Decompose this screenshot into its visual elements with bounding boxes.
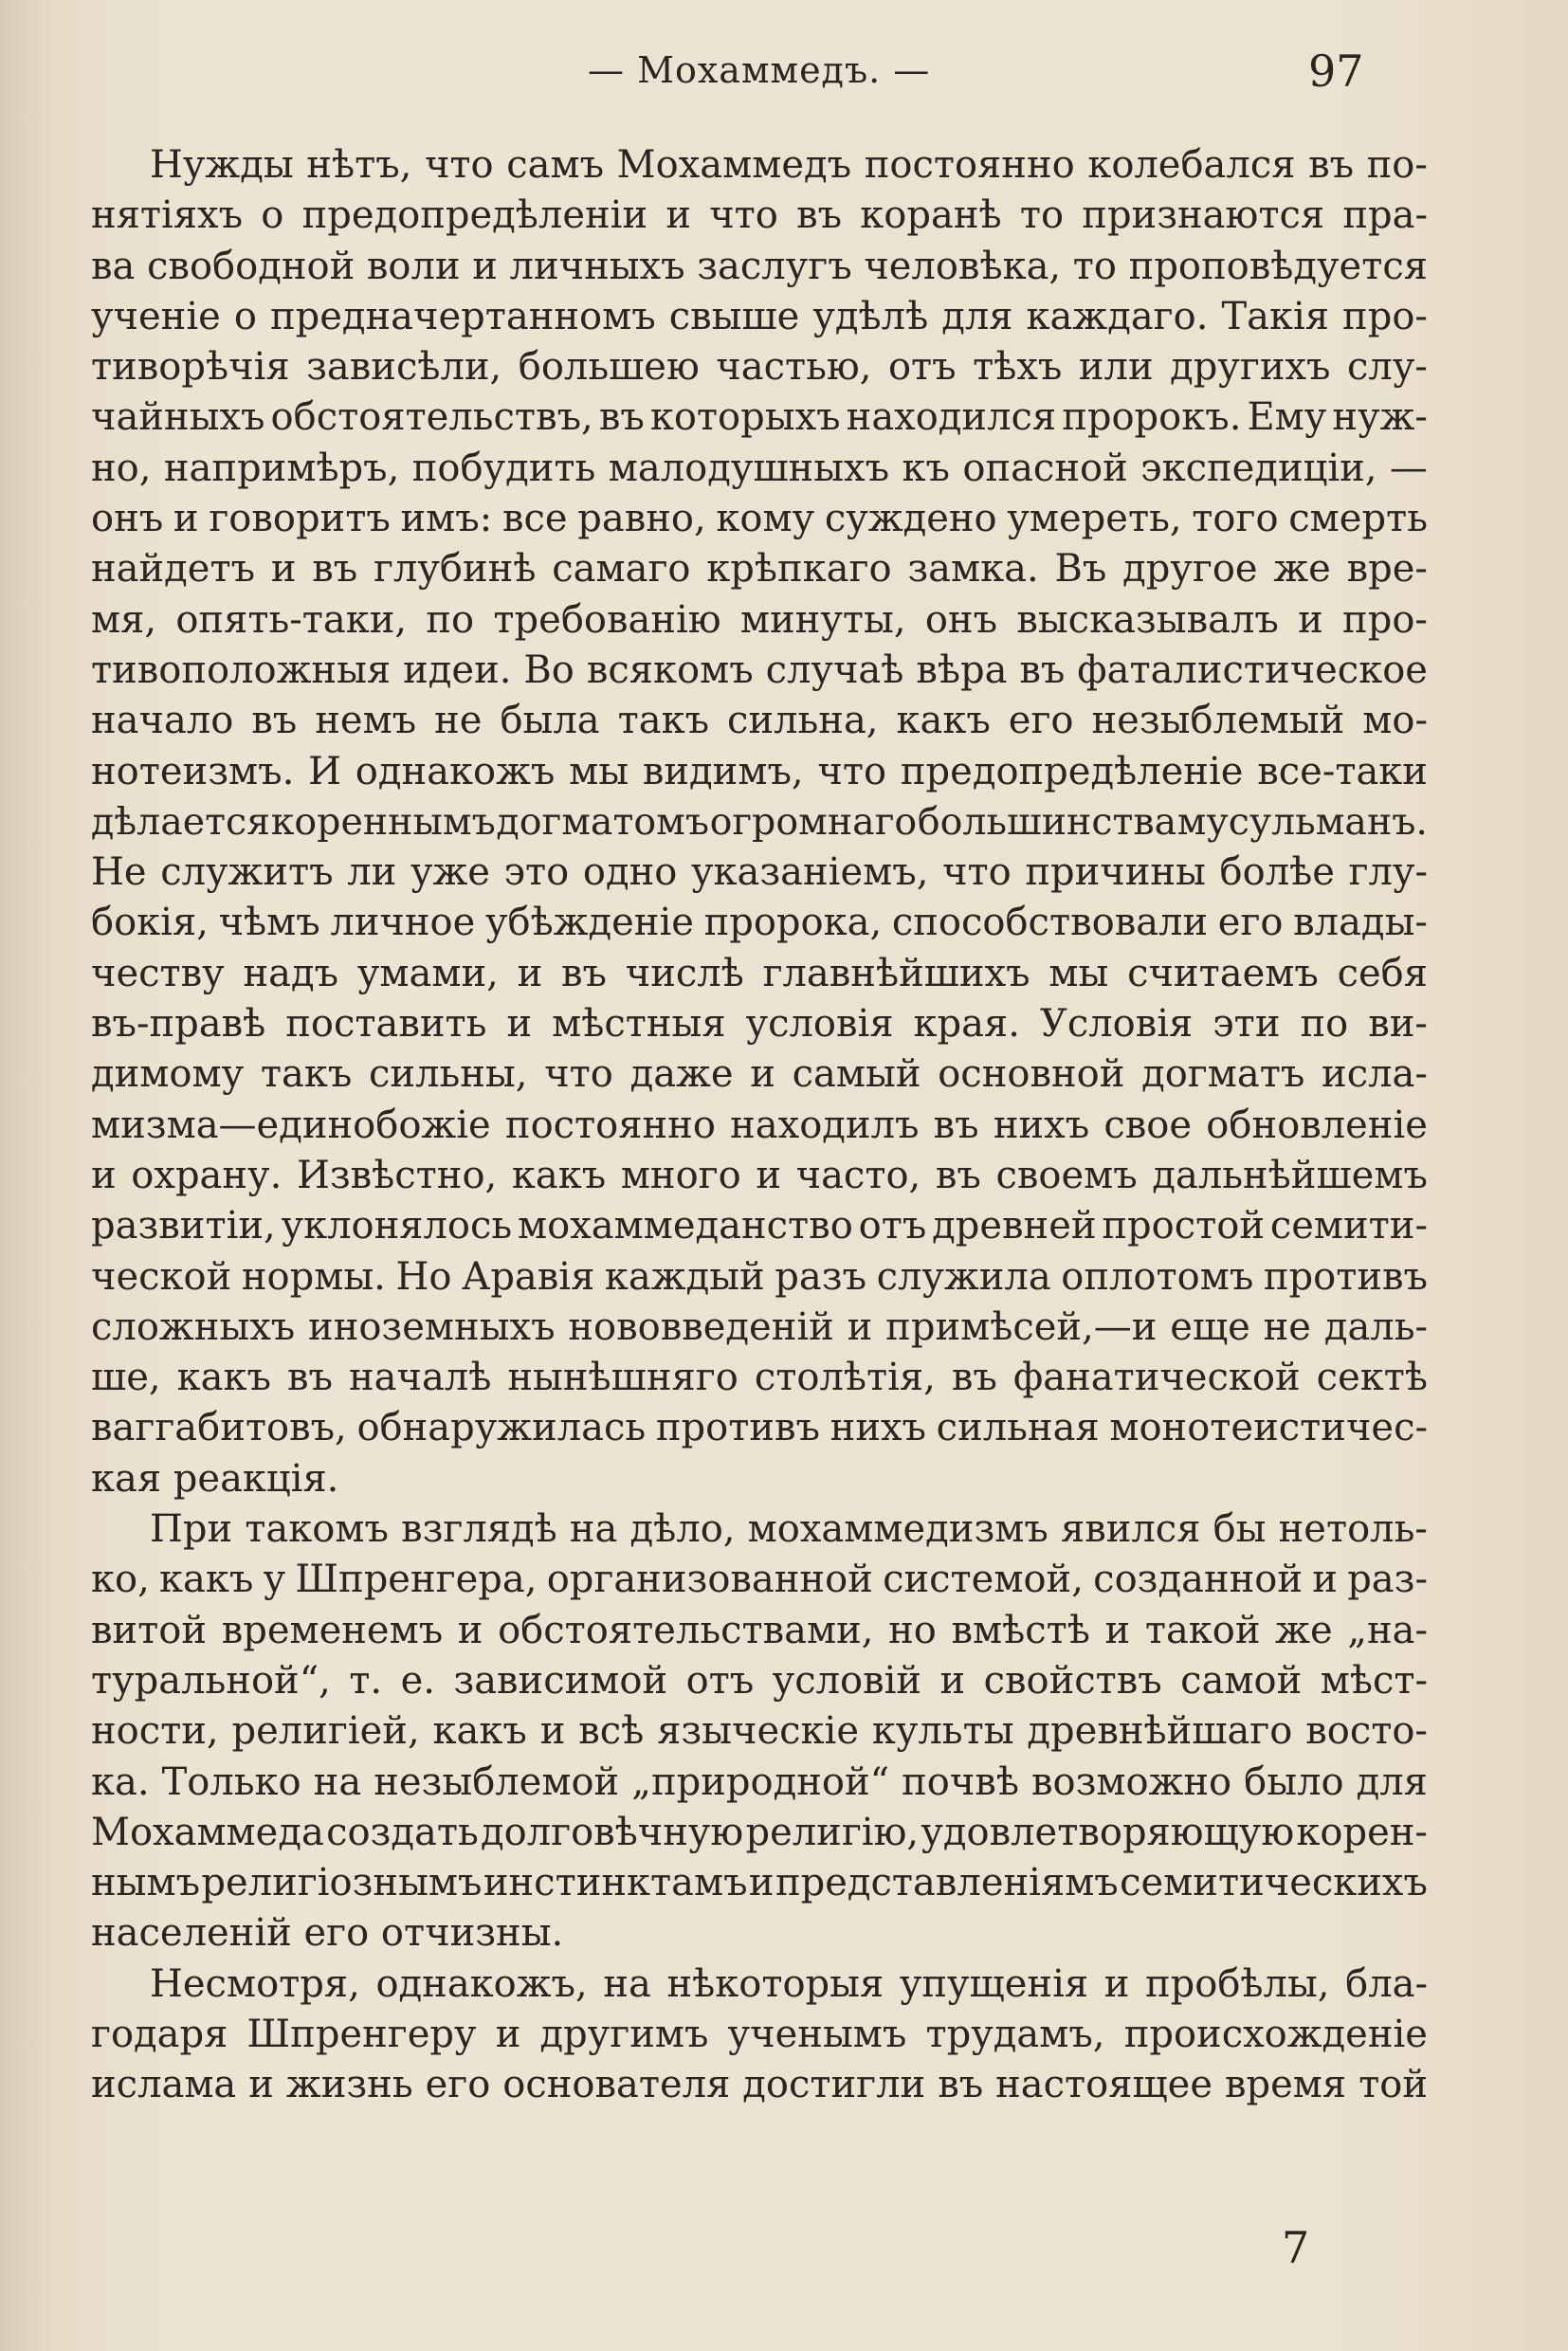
text-line: онъ и говоритъ имъ: все равно, кому суждено умереть, того смерть xyxy=(91,497,1428,541)
text-line: При такомъ взглядѣ на дѣло, мохаммедизмъ явился бы нетоль- xyxy=(150,1507,1428,1552)
text-line: нятіяхъ о предопредѣленіи и что въ коранѣ то признаются пра- xyxy=(91,193,1428,238)
text-line: тиворѣчія зависѣли, большею частью, отъ тѣхъ или другихъ слу- xyxy=(91,345,1428,390)
text-line: мизма—единобожіе постоянно находилъ въ нихъ свое обновленіе xyxy=(91,1103,1428,1147)
text-line: туральной“, т. е. зависимой отъ условій и свойствъ самой мѣст- xyxy=(91,1658,1428,1703)
text-line: бокія, чѣмъ личное убѣжденіе пророка, способствовали его влады- xyxy=(91,901,1428,945)
text-line: витой временемъ и обстоятельствами, но вмѣстѣ и такой же „на- xyxy=(91,1608,1428,1652)
text-line: ности, религіей, какъ и всѣ языческіе культы древнѣйшаго восто- xyxy=(91,1709,1428,1754)
text-line: Не служитъ ли уже это одно указаніемъ, что причины болѣе глу- xyxy=(91,850,1428,895)
text-line: найдетъ и въ глубинѣ самаго крѣпкаго замка. Въ другое же вре- xyxy=(91,547,1428,592)
text-line: честву надъ умами, и въ числѣ главнѣйшихъ мы считаемъ себя xyxy=(91,951,1428,995)
text-line: кая реакція. xyxy=(91,1456,339,1501)
text-line: начало въ немъ не была такъ сильна, какъ его незыблемый мо- xyxy=(91,699,1428,743)
text-line: но, напримѣръ, побудить малодушныхъ къ опасной экспедиціи, — xyxy=(91,446,1428,490)
text-line: ше, какъ въ началѣ нынѣшняго столѣтія, въ фанатической сектѣ xyxy=(91,1356,1428,1400)
text-line: населеній его отчизны. xyxy=(91,1911,564,1956)
text-line: Несмотря, однакожъ, на нѣкоторыя упущенія и пробѣлы, бла- xyxy=(150,1961,1428,2006)
text-line: годаря Шпренгеру и другимъ ученымъ трудамъ, происхожденіе xyxy=(91,2012,1428,2056)
text-line: нымъ религіознымъ инстинктамъ и представленіямъ семитическихъ xyxy=(91,1861,1428,1905)
text-line: мя, опять-таки, по требованію минуты, онъ высказывалъ и про- xyxy=(91,597,1428,642)
text-line: развитіи, уклонялось мохаммеданство отъ древней простой семити- xyxy=(91,1204,1428,1248)
text-line: Нужды нѣтъ, что самъ Мохаммедъ постоянно колебался въ по- xyxy=(150,143,1428,187)
text-line: ва свободной воли и личныхъ заслугъ человѣка, то проповѣдуется xyxy=(91,244,1428,288)
text-line: Мохаммеда создать долговѣчную религію, удовлетворяющую корен- xyxy=(91,1810,1428,1854)
text-line: ка. Только на незыблемой „природной“ почвѣ возможно было для xyxy=(91,1759,1428,1804)
text-line: ческой нормы. Но Аравія каждый разъ служила оплотомъ противъ xyxy=(91,1254,1428,1299)
page-header xyxy=(95,46,1422,106)
running-title: — Мохаммедъ. — xyxy=(588,49,931,91)
text-line: ваггабитовъ, обнаружилась противъ нихъ сильная монотеистичес- xyxy=(91,1406,1428,1450)
body-text xyxy=(91,140,1428,2111)
text-line: дѣлается кореннымъ догматомъ огромнаго большинства мусульманъ. xyxy=(91,799,1428,844)
text-line: и охрану. Извѣстно, какъ много и часто, въ своемъ дальнѣйшемъ xyxy=(91,1153,1428,1197)
text-line: ислама и жизнь его основателя достигли въ настоящее время той xyxy=(91,2063,1428,2107)
text-line: ученіе о предначертанномъ свыше удѣлѣ для каждаго. Такія про- xyxy=(91,294,1428,338)
text-line: тивоположныя идеи. Во всякомъ случаѣ вѣра въ фаталистическое xyxy=(91,647,1428,692)
signature-mark: 7 xyxy=(1282,2222,1310,2273)
page-number: 97 xyxy=(1308,46,1364,97)
text-line: сложныхъ иноземныхъ нововведеній и примѣсей,—и еще не даль- xyxy=(91,1304,1428,1349)
text-line: ко, какъ у Шпренгера, организованной системой, созданной и раз- xyxy=(91,1558,1428,1602)
text-line: чайныхъ обстоятельствъ, въ которыхъ находился пророкъ. Ему нуж- xyxy=(91,395,1428,440)
text-line: нотеизмъ. И однакожъ мы видимъ, что предопредѣленіе все-таки xyxy=(91,749,1428,793)
text-line: димому такъ сильны, что даже и самый основной догматъ исла- xyxy=(91,1052,1428,1097)
text-line: въ-правѣ поставить и мѣстныя условія края. Условія эти по ви- xyxy=(91,1002,1428,1047)
